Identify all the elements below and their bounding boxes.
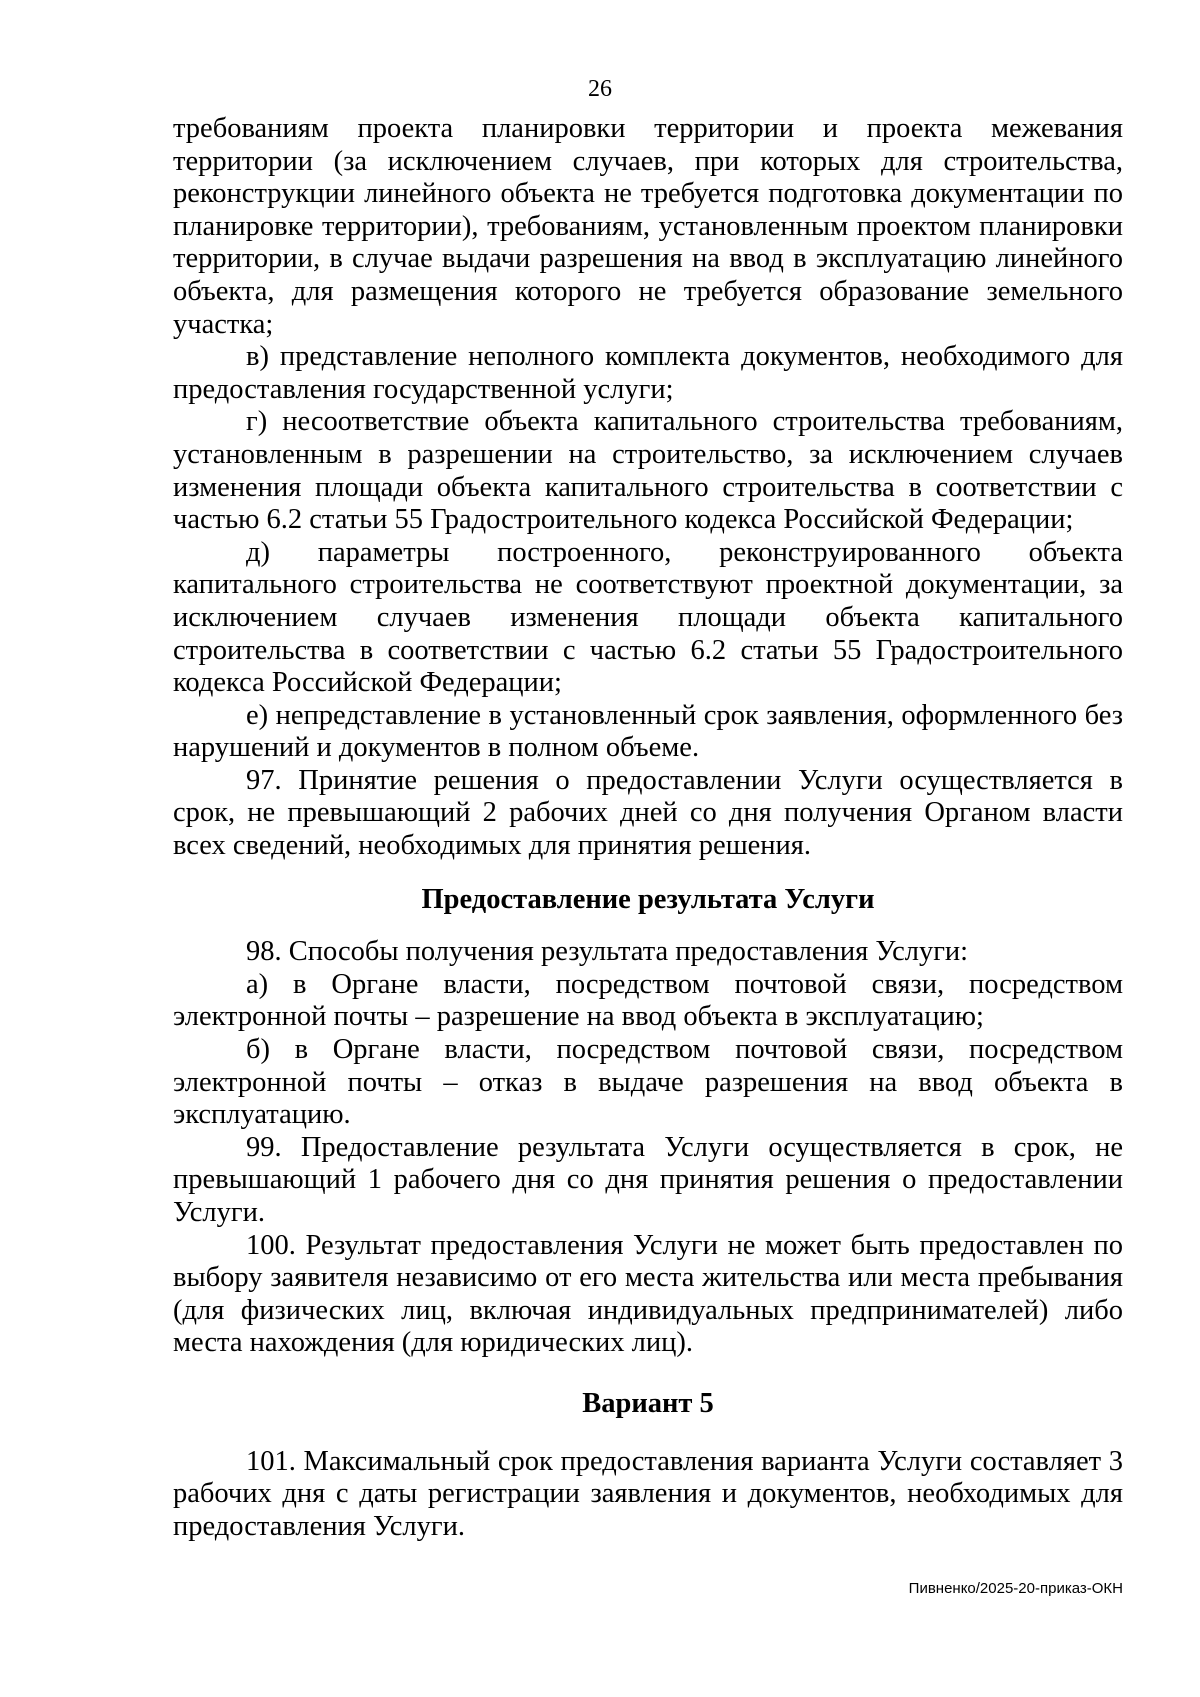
paragraph-item-g: г) несоответствие объекта капитального строительства требованиям, установленным в разрешении на строительство, за исключением случаев изменения площади объекта капитального строительства в соответствии с частью 6.2 статьи 55 Градостроительного кодекса Российской Федерации; (173, 406, 1123, 536)
paragraph-100: 100. Результат предоставления Услуги не может быть предоставлен по выбору заявителя независимо от его места жительства или места пребывания (для физических лиц, включая индивидуальных предпринимателей) либо места нахождения (для юридических лиц). (173, 1229, 1123, 1359)
paragraph-item-e: е) непредставление в установленный срок заявления, оформленного без нарушений и документов в полном объеме. (173, 699, 1123, 764)
paragraph-98: 98. Способы получения результата предоставления Услуги: (246, 936, 969, 968)
paragraph-continuation: требованиям проекта планировки территории и проекта межевания территории (за исключением случаев, при которых для строительства, реконструкции линейного объекта не требуется подготовка документации по планировке территории), требованиям, установленным проектом планировки территории, в случае выдачи разрешения на ввод в эксплуатацию линейного объекта, для размещения которого не требуется образование земельного участка; (173, 113, 1123, 340)
page-number: 26 (588, 76, 612, 102)
paragraph-item-d: д) параметры построенного, реконструированного объекта капитального строительства не соответствуют проектной документации, за исключением случаев изменения площади объекта капитального строительства в соответствии с частью 6.2 статьи 55 Градостроительного кодекса Российской Федерации; (173, 536, 1123, 699)
paragraph-item-a: а) в Органе власти, посредством почтовой связи, посредством электронной почты – разрешение на ввод объекта в эксплуатацию; (173, 968, 1123, 1033)
paragraph-99: 99. Предоставление результата Услуги осуществляется в срок, не превышающий 1 рабочего дня со дня принятия решения о предоставлении Услуги. (173, 1131, 1123, 1228)
paragraph-item-v: в) представление неполного комплекта документов, необходимого для предоставления государственной услуги; (173, 341, 1123, 405)
paragraph-101: 101. Максимальный срок предоставления варианта Услуги составляет 3 рабочих дня с даты регистрации заявления и документов, необходимых для предоставления Услуги. (173, 1445, 1123, 1542)
section-heading-variant: Вариант 5 (582, 1387, 714, 1419)
document-footer-code: Пивненко/2025-20-приказ-ОКН (908, 1580, 1123, 1597)
document-body (173, 113, 1123, 1543)
section-heading-result: Предоставление результата Услуги (421, 883, 875, 915)
paragraph-97: 97. Принятие решения о предоставлении Услуги осуществляется в срок, не превышающий 2 рабочих дней со дня получения Органом власти всех сведений, необходимых для принятия решения. (173, 764, 1123, 862)
paragraph-item-b: б) в Органе власти, посредством почтовой связи, посредством электронной почты – отказ в выдаче разрешения на ввод объекта в эксплуатацию. (173, 1034, 1123, 1131)
